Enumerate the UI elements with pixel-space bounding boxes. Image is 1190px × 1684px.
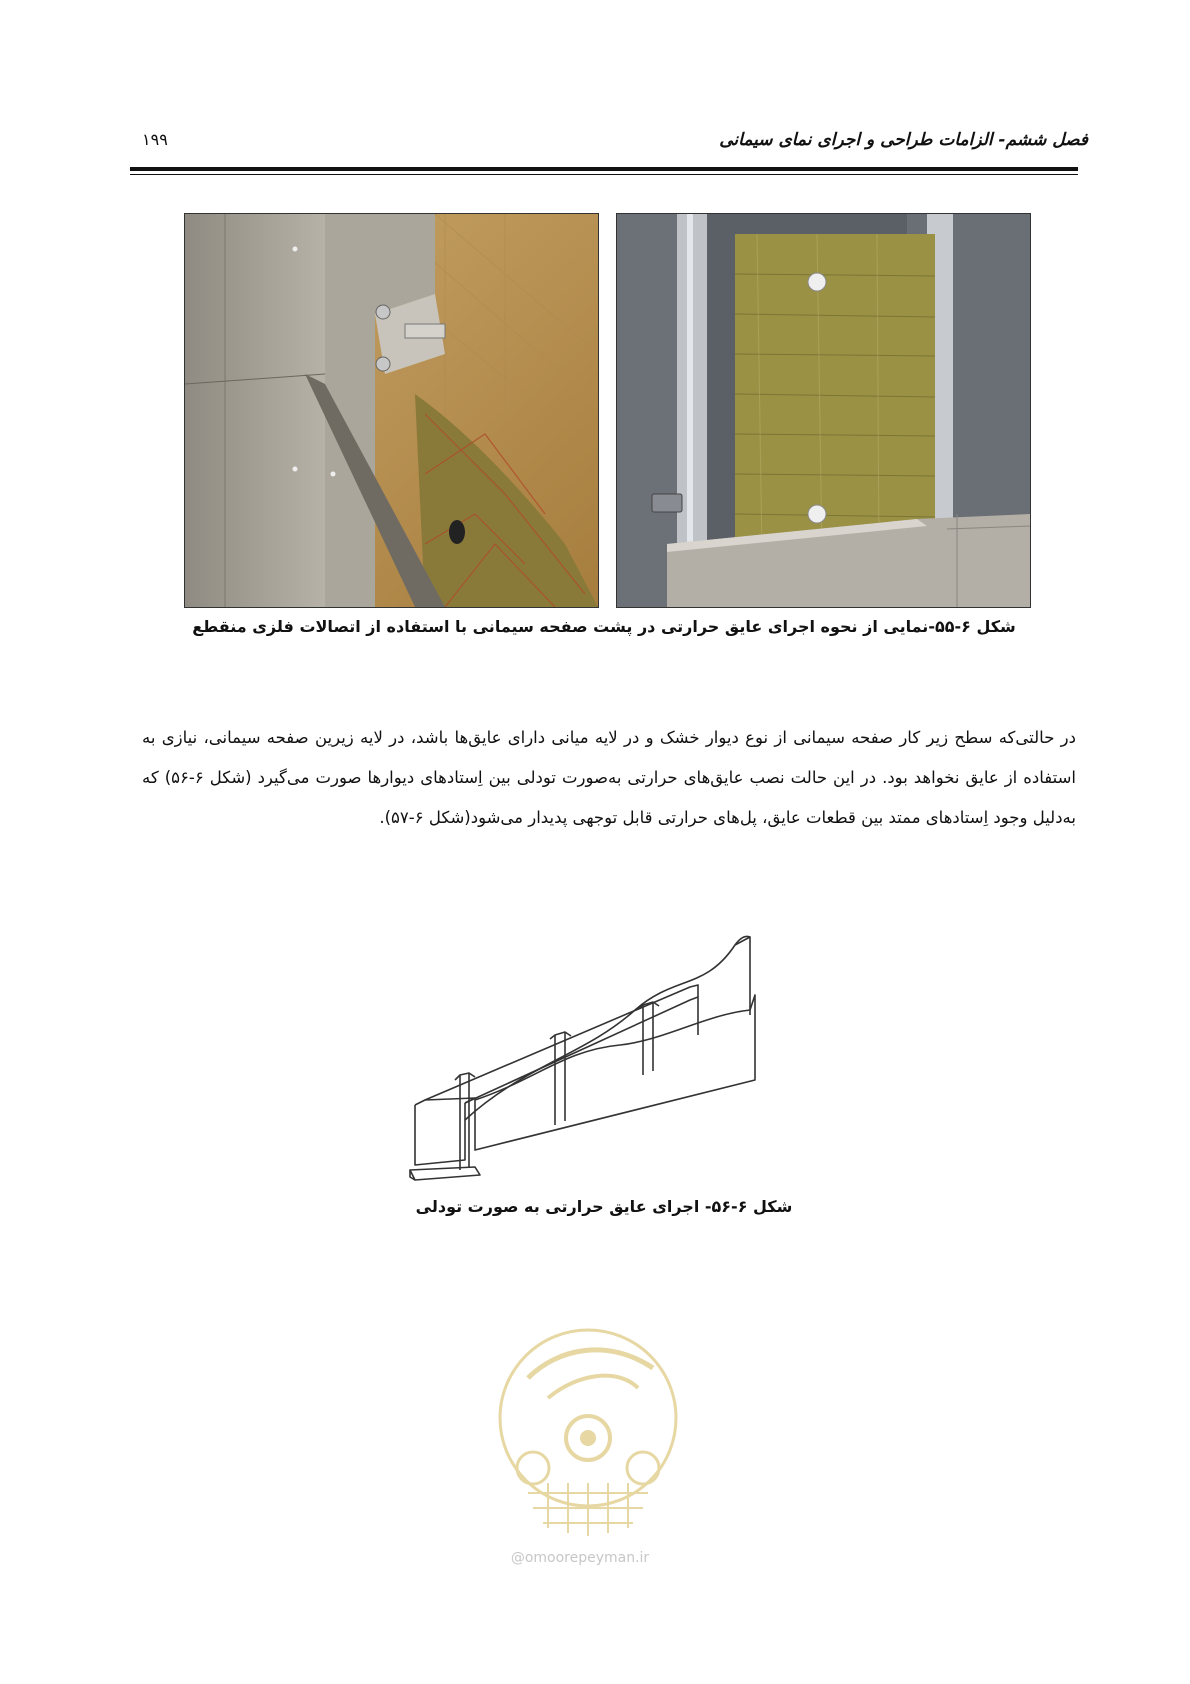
figure-56-drawing	[405, 905, 815, 1185]
omoorepeyman-watermark-logo	[488, 1318, 688, 1568]
photo-mineral-wool-between-rails	[616, 213, 1031, 608]
figure-56-caption: شکل ۶-۵۶- اجرای عایق حرارتی به صورت تودلی	[415, 1197, 793, 1216]
photo-angled-bracket-detail	[184, 213, 599, 608]
header-rule-thick	[130, 167, 1078, 171]
body-paragraph: در حالتی‌که سطح زیر کار صفحه سیمانی از نوع دیوار خشک و در لایه میانی دارای عایق‌ها باشد، در لایه زیرین صفحه سیمانی، نیازی به استفاده از عایق نخواهد بود. در این حالت نصب عایق‌های حرارتی به‌صورت تودلی بین اِستادهای دیوارها صورت می‌گیرد (شکل ۶-۵۶) که به‌دلیل وجود اِستادهای ممتد بین قطعات عایق، پل‌های حرارتی قابل توجهی پدیدار می‌شود(شکل ۶-۵۷).	[142, 728, 1076, 827]
header-rule-thin	[130, 174, 1078, 175]
watermark-url: @omoorepeyman.ir	[510, 1550, 650, 1566]
page-number: ۱۹۹	[142, 130, 168, 149]
chapter-title: فصل ششم- الزامات طراحی و اجرای نمای سیمانی	[719, 130, 1088, 150]
figure-55-caption: شکل ۶-۵۵-نمایی از نحوه اجرای عایق حرارتی در پشت صفحه سیمانی با استفاده از اتصالات فلزی منقطع	[192, 617, 1016, 636]
body-paragraph-container	[142, 718, 1076, 838]
